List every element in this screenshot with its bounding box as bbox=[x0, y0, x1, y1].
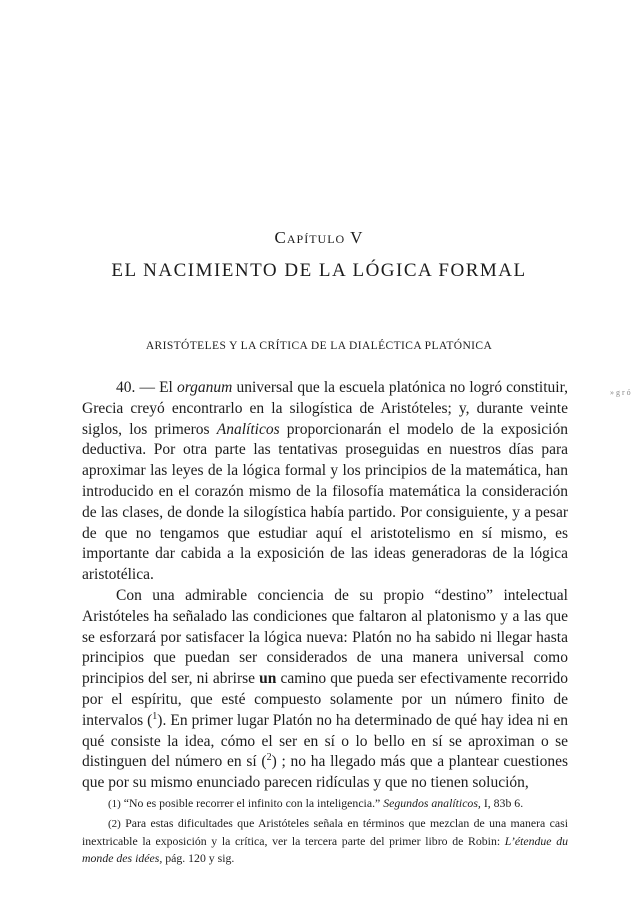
paragraph-destino-text-2: camino que pueda ser efectivamente recorrido por el espíritu, que esté compuesto solamente por un número finito de intervalos ( bbox=[82, 670, 568, 729]
footnote-1-text: “No es posible recorrer el infinito con la inteligencia.” bbox=[120, 796, 384, 810]
footnote-2-text: Para estas dificultades que Aristóteles señala en términos que mezclan de una manera casi inextricable la exposición y la crítica, ver la tercera parte del primer libro de Robin: bbox=[82, 816, 568, 848]
paragraph-destino bbox=[82, 586, 568, 794]
margin-note: »gró bbox=[610, 388, 633, 397]
paragraph-40-text-2: universal que la escuela platónica no logró constituir, Grecia creyó encontrarlo en la silogística de Aristóteles; y, durante veinte siglos, los primeros bbox=[82, 379, 568, 438]
footnote-1 bbox=[82, 795, 568, 813]
paragraph-destino-text-1: Con una admirable conciencia de su propio “destino” intelectual Aristóteles ha señalado las condiciones que faltaron al platonismo y a las que se esforzará por satisfacer la lógica nueva: Platón no ha sabido ni llegar hasta principios que puedan ser considerados de una manera universal como principios del ser, ni abrirse bbox=[82, 586, 568, 688]
footnote-1-title: Segundos analíticos, bbox=[383, 796, 481, 810]
paragraph-destino-text-3: ). En primer lugar Platón no ha determinado de qué hay idea ni en qué consiste la idea, cómo el ser en sí o lo bello en sí se aproximan o se distinguen del número en sí ( bbox=[82, 711, 568, 771]
paragraph-40-text-3: proporcionarán el modelo de la exposición deductiva. Por otra parte las tentativas proseguidas en nuestros días para aproximar las leyes de la lógica formal y los principios de la matemática, han introducido en el corazón mismo de la filosofía matemática la consideración de las clases, de donde la silogística había partido. Por consiguiente, y a pesar de que no tengamos que estudiar aquí el aristotelismo en sí mismo, es importante dar cabida a la exposición de las ideas generadoras de la lógica aristotélica. bbox=[82, 420, 568, 584]
footnote-2 bbox=[82, 815, 568, 867]
paragraph-destino-text-4: ) ; no ha llegado más que a plantear cuestiones que por su mismo enunciado parecen ridículas y que no tienen solución, bbox=[82, 753, 568, 792]
footnote-ref-2[interactable]: 2 bbox=[266, 752, 272, 764]
paragraph-40-text-1: 40. — El bbox=[116, 379, 177, 396]
analiticos-term: Analíticos bbox=[216, 420, 280, 438]
organum-term: organum bbox=[176, 379, 233, 396]
chapter-title: EL NACIMIENTO DE LA LÓGICA FORMAL bbox=[111, 260, 527, 281]
bold-un: un bbox=[259, 670, 277, 688]
footnotes bbox=[82, 795, 568, 869]
body-text bbox=[82, 378, 568, 794]
footnote-1-mark: (1) bbox=[108, 798, 121, 810]
footnote-2-title: L’étendue du monde des idées, bbox=[82, 834, 568, 865]
footnote-ref-1[interactable]: 1 bbox=[152, 710, 158, 722]
footnote-2-tail: pág. 120 y sig. bbox=[162, 851, 235, 865]
section-title: ARISTÓTELES Y LA CRÍTICA DE LA DIALÉCTICA PLATÓNICA bbox=[145, 340, 493, 352]
footnote-1-tail: I, 83b 6. bbox=[480, 796, 524, 810]
chapter-label: Capítulo V bbox=[274, 228, 364, 247]
footnote-2-mark: (2) bbox=[108, 818, 121, 830]
paragraph-40 bbox=[82, 378, 568, 586]
